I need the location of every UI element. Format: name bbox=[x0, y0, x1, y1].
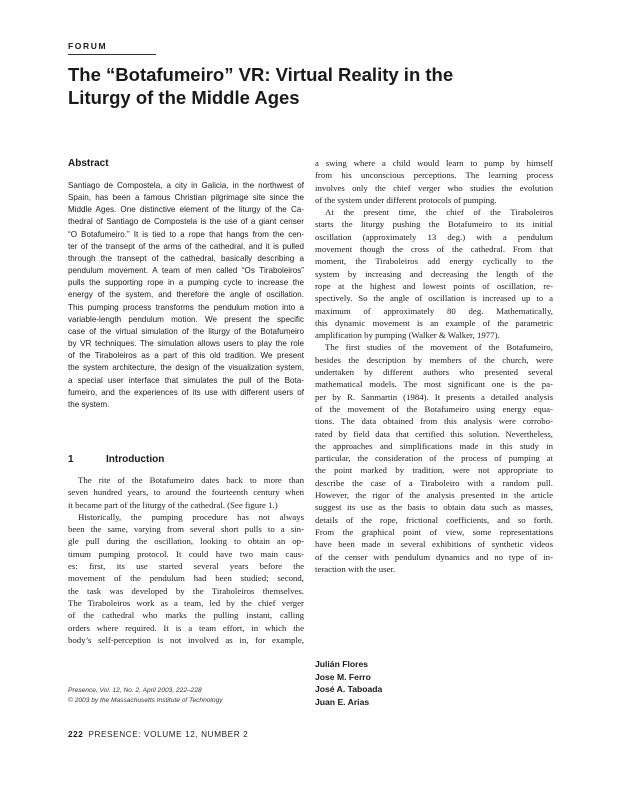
body-line: rope at the highest and lowest points of oscillation, re- bbox=[315, 280, 553, 291]
abstract-line: the system. bbox=[68, 399, 110, 409]
section-rule bbox=[68, 54, 156, 55]
page-number: 222 bbox=[68, 730, 84, 739]
body-line: timum pumping protocol. It could have two main caus- bbox=[68, 548, 304, 559]
body-line: tions. The data obtained from this analysis were corrobo- bbox=[315, 416, 553, 427]
body-line: From the graphical point of view, some representations bbox=[315, 526, 553, 537]
author-name: Julián Flores bbox=[315, 659, 369, 669]
abstract-line: Santiago de Compostela, a city in Galicia, in the northwest of bbox=[68, 181, 304, 190]
abstract-line: the system architecture, the design of the visualization system, bbox=[68, 363, 304, 373]
intro-body bbox=[68, 474, 304, 646]
body-line: However, the rigor of the analysis presented in the article bbox=[315, 490, 553, 501]
body-line: At the present time, the chief of the Tiraboleiros bbox=[325, 207, 553, 218]
body-line: movement of the pendulum had been studied; second, bbox=[68, 573, 304, 584]
body-line: details of the rope, frictional coefficients, and so forth. bbox=[315, 514, 553, 525]
author-name: José A. Taboada bbox=[315, 684, 383, 695]
body-line: a swing where a child would learn to pump by himself bbox=[315, 158, 553, 168]
abstract-line: of the Tiraboleiros as a part of this old tradition. We present bbox=[68, 351, 304, 361]
body-line: The Tiraboleiros work as a team, led by the chief verger bbox=[68, 597, 304, 608]
body-line: es: first, its use started several years before the bbox=[68, 561, 304, 572]
body-line: of the system under different protocols of pumping. bbox=[315, 194, 497, 205]
abstract-line: case of the virtual simulation of the liturgy of the Botafumeiro bbox=[68, 326, 304, 336]
citation-line: Presence, Vol. 12, No. 2, April 2003, 222–228 bbox=[68, 687, 202, 694]
right-column-body bbox=[315, 157, 553, 575]
body-line: of the censer with pendulum dynamics and no type of in- bbox=[315, 551, 553, 562]
body-line: The rite of the Botafumeiro dates back to more than bbox=[78, 475, 304, 485]
title-line: The “Botafumeiro” VR: Virtual Reality in the bbox=[68, 64, 454, 85]
body-line: besides the description by members of the church, were bbox=[315, 354, 553, 365]
section-title: Introduction bbox=[106, 454, 165, 465]
abstract-line: through the transept of the cathedral, basically describing a bbox=[68, 253, 304, 263]
section-heading bbox=[68, 454, 308, 465]
author-name: Juan E. Arias bbox=[315, 696, 370, 707]
abstract-heading: Abstract bbox=[68, 158, 109, 169]
body-line: undertaken by different authors who presented several bbox=[315, 367, 553, 378]
body-line: the task was developed by the Tiraboleiros themselves. bbox=[68, 585, 304, 596]
body-line: rated by field data that certified this solution. Nevertheless, bbox=[315, 428, 553, 439]
section-label: FORUM bbox=[68, 41, 108, 51]
body-line: particular, the consideration of the process of pumping at bbox=[315, 453, 553, 464]
author-name: Jose M. Ferro bbox=[315, 671, 371, 682]
body-line: it became part of the liturgy of the cathedral. (See figure 1.) bbox=[68, 499, 278, 510]
abstract-line: variable-length pendulum motion. We present the specific bbox=[68, 314, 304, 324]
body-line: amplification by pumping (Walker & Walker, 1977). bbox=[315, 330, 500, 341]
body-line: spectively. So the angle of oscillation is increased up to a bbox=[315, 293, 553, 304]
body-line: body’s self-perception is not involved as in, for example, bbox=[68, 634, 304, 645]
body-line: describe the case of a Tiraboleiro with a random pull. bbox=[315, 477, 553, 488]
abstract-line: fumeiro, and the experiences of its use with different users of bbox=[68, 387, 304, 397]
author-list bbox=[315, 658, 382, 708]
page-footer bbox=[68, 730, 248, 739]
body-line: mathematical models. The most significant one is the pa- bbox=[315, 379, 553, 390]
citation-block bbox=[68, 686, 304, 706]
body-line: have been made in several exhibitions of synthetic videos bbox=[315, 539, 553, 550]
body-line: been the same, varying from several short pulls to a sin- bbox=[68, 524, 304, 535]
abstract-line: Spain, has been a famous Christian pilgrimage site since the bbox=[68, 193, 304, 203]
abstract-line: energy of the system, and therefore the angle of oscillation. bbox=[68, 290, 304, 300]
body-line: gle pull during the oscillation, looking to obtain an op- bbox=[68, 536, 304, 547]
section-number: 1 bbox=[68, 454, 74, 465]
body-line: from his unconscious perceptions. The learning process bbox=[315, 170, 553, 181]
body-line: The first studies of the movement of the Botafumeiro, bbox=[325, 342, 553, 353]
body-line: oscillation (approximately 13 deg.) with a pendulum bbox=[315, 231, 553, 242]
abstract-line: by VR techniques. The simulation allows users to play the role bbox=[68, 339, 304, 349]
article-title bbox=[68, 63, 558, 109]
abstract-line: a special user interface that simulates the pull of the Bota- bbox=[68, 375, 304, 385]
abstract-body bbox=[68, 180, 304, 411]
abstract-line: “O Botafumeiro.” It is tied to a rope that hangs from the cen- bbox=[68, 229, 304, 239]
running-head: PRESENCE: VOLUME 12, NUMBER 2 bbox=[88, 730, 249, 739]
body-line: teraction with the user. bbox=[315, 563, 396, 574]
body-line: moment, the Tiraboleiros add energy cyclically to the bbox=[315, 256, 553, 267]
body-line: maximum of approximately 80 deg. Mathematically, bbox=[315, 305, 553, 316]
body-line: per by R. Sanmartin (1984). It presents a detailed analysis bbox=[315, 391, 553, 402]
abstract-line: pendulum movement. A team of men called “Os Tiraboleiros” bbox=[68, 266, 304, 276]
body-line: the approaches and simplifications made in this study in bbox=[315, 440, 553, 451]
body-line: of the movement of the Botafumeiro using energy equa- bbox=[315, 403, 553, 414]
body-line: suggest its use as the basis to obtain data such as masses, bbox=[315, 502, 553, 513]
abstract-line: pulls the supporting rope in a pumping cycle to increase the bbox=[68, 278, 304, 288]
body-line: movement though the cross of the cathedral. From that bbox=[315, 244, 553, 255]
body-line: of the cathedral who marks the pulling instant, calling bbox=[68, 610, 304, 621]
body-line: system by increasing and decreasing the length of the bbox=[315, 268, 553, 279]
body-line: Historically, the pumping procedure has not always bbox=[78, 511, 304, 522]
body-line: involves only the chief verger who studies the evolution bbox=[315, 182, 553, 193]
body-line: seven hundred years, to around the fourteenth century when bbox=[68, 487, 304, 498]
body-line: orders where required. It is a team effort, in which the bbox=[68, 622, 304, 633]
abstract-line: This pumping process transforms the pendulum motion into a bbox=[68, 302, 304, 312]
body-line: this dynamic movement is an example of the parametric bbox=[315, 317, 553, 328]
title-line: Liturgy of the Middle Ages bbox=[68, 87, 300, 108]
abstract-line: ter of the transept of the arms of the cathedral, and it is pulled bbox=[68, 241, 304, 251]
abstract-line: Middle Ages. One distinctive element of the liturgy of the Ca- bbox=[68, 205, 304, 215]
abstract-line: thedral of Santiago de Compostela is the use of a giant censer bbox=[68, 217, 304, 227]
body-line: starts the liturgy pushing the Botafumeiro to its initial bbox=[315, 219, 553, 230]
body-line: the point marked by tradition, were not appropriate to bbox=[315, 465, 553, 476]
copyright-line: © 2003 by the Massachusetts Institute of Technology bbox=[68, 697, 223, 704]
